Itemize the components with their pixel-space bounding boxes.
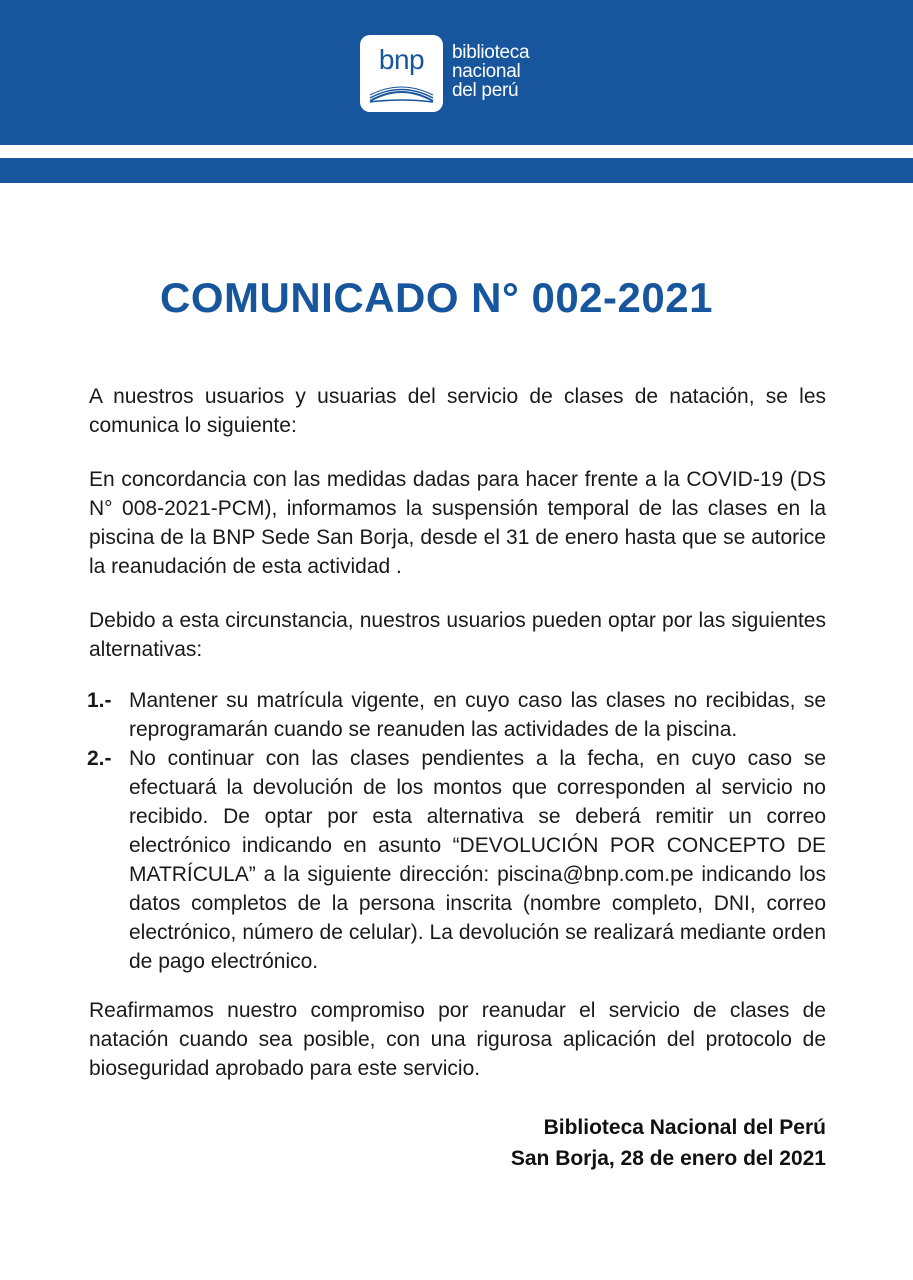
header-stripe <box>0 158 913 183</box>
logo-badge <box>360 35 443 112</box>
list-item <box>89 686 826 744</box>
bnp-logo <box>360 35 560 115</box>
closing-paragraph: Reafirmamos nuestro compromiso por reanudar el servicio de clases de natación cuando sea posible, con una rigurosa aplicación del protocolo de bioseguridad aprobado para este servicio. <box>89 999 826 1080</box>
page-title: COMUNICADO N° 002-2021 <box>160 274 713 321</box>
signature-block <box>511 1112 826 1174</box>
header-banner <box>0 0 913 145</box>
signature-date: San Borja, 28 de enero del 2021 <box>510 1147 826 1170</box>
alternatives-list <box>89 686 826 976</box>
alternatives-paragraph: Debido a esta circunstancia, nuestros usuarios pueden optar por las siguientes alternativas: <box>89 609 826 661</box>
list-number: 2.- <box>87 747 112 770</box>
list-text: Mantener su matrícula vigente, en cuyo caso las clases no recibidas, se reprogramarán cuando se reanuden las actividades de la piscina. <box>129 689 826 741</box>
logo-word: del perú <box>452 80 519 101</box>
signature-organization: Biblioteca Nacional del Perú <box>543 1116 826 1139</box>
logo-wordmark <box>452 43 529 100</box>
book-pages-icon <box>366 81 437 105</box>
logo-abbreviation: bnp <box>378 44 425 75</box>
notice-body <box>89 382 826 1108</box>
list-item <box>89 744 826 976</box>
list-number: 1.- <box>87 689 112 712</box>
suspension-paragraph: En concordancia con las medidas dadas para hacer frente a la COVID-19 (DS N° 008-2021-PCM), informamos la suspensión temporal de las clases en la piscina de la BNP Sede San Borja, desde el 31 de enero hasta que se autorice la reanudación de esta actividad . <box>89 468 826 578</box>
logo-word: biblioteca <box>452 42 530 63</box>
intro-paragraph: A nuestros usuarios y usuarias del servicio de clases de natación, se les comunica lo siguiente: <box>89 385 826 437</box>
logo-word: nacional <box>452 61 521 82</box>
list-text: No continuar con las clases pendientes a la fecha, en cuyo caso se efectuará la devolución de los montos que corresponden al servicio no recibido. De optar por esta alternativa se deberá remitir un correo electrónico indicando en asunto “DEVOLUCIÓN POR CONCEPTO DE MATRÍCULA” a la siguiente dirección: piscina@bnp.com.pe indicando los datos completos de la persona inscrita (nombre completo, DNI, correo electrónico, número de celular). La devolución se realizará mediante orden de pago electrónico. <box>129 747 826 973</box>
